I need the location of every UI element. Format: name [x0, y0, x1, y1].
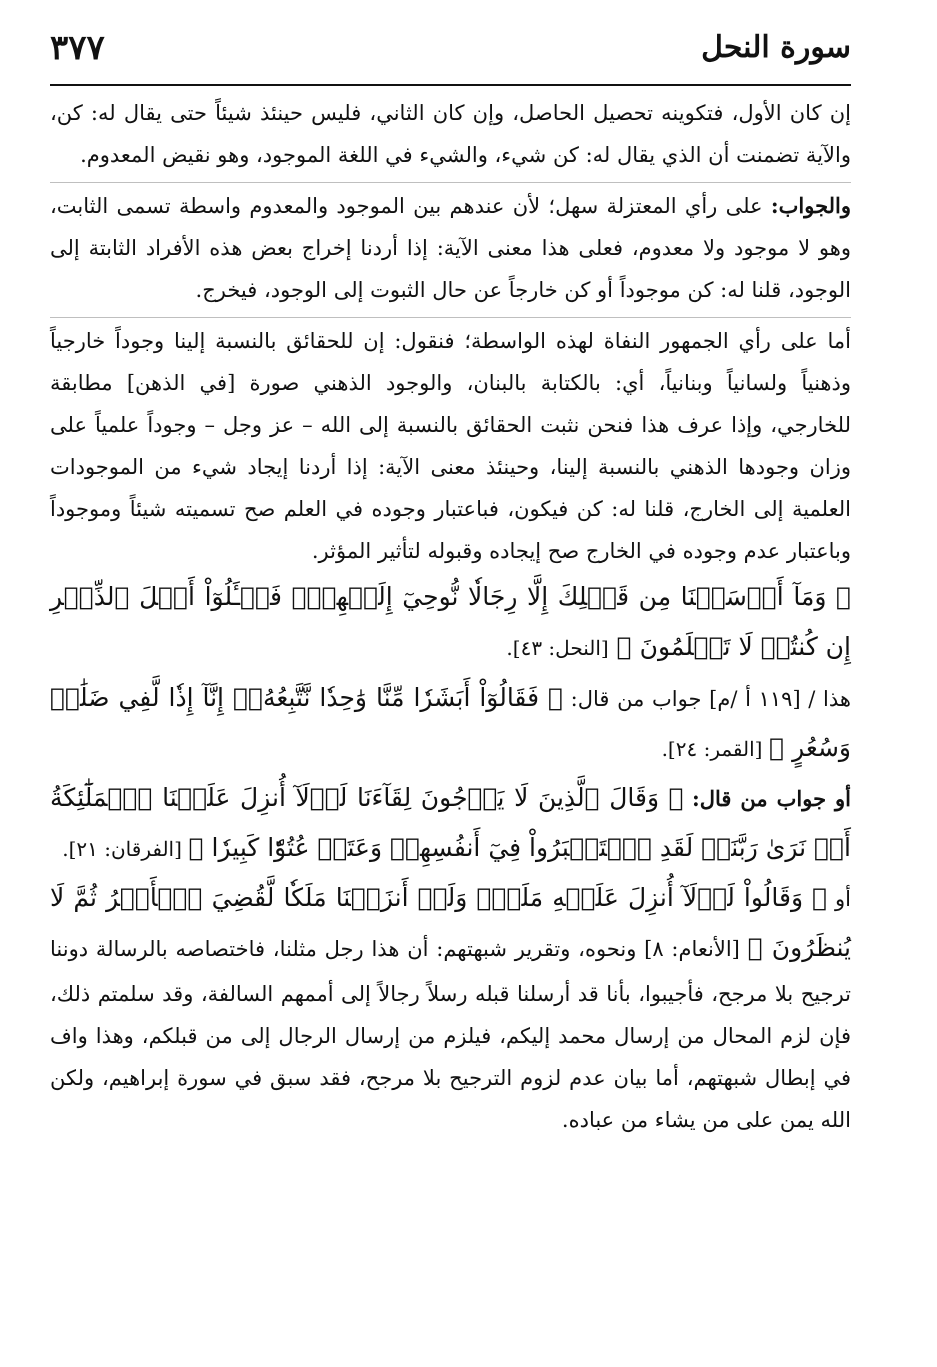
verse-reference: [القمر: ٢٤]. — [661, 737, 763, 761]
verse-reference: [النحل: ٤٣]. — [506, 636, 609, 660]
surah-title: سورة النحل — [701, 30, 851, 65]
page-header — [50, 28, 851, 86]
divider — [50, 182, 851, 183]
paragraph-2-text: على رأي المعتزلة سهل؛ لأن عندهم بين الموجود والمعدوم واسطة تسمى الثابت، وهو لا موجود ولا معدوم، فعلى هذا معنى الآية: إذا أردنا إخراج بعض هذه الأفراد الثابتة إلى الوجود، قلنا له: كن موجوداً أو كن خارجاً عن حال الثبوت إلى الوجود، فيخرج. — [50, 194, 851, 302]
alt-answer-label: أو جواب من قال: — [692, 786, 851, 811]
verse-qamar-24: ﴿ فَقَالُوٓاْ أَبَشَرٗا مِّنَّا وَٰحِدٗا نَّتَّبِعُهُۥٓ إِنَّآ إِذٗا لَّفِي ضَلَٰلٖ وَسُعُرٍ ﴾ — [50, 683, 851, 762]
paragraph-6 — [50, 873, 851, 1141]
page-body — [50, 92, 851, 1141]
verse-furqan-21: ﴿ وَقَالَ ٱلَّذِينَ لَا يَرۡجُونَ لِقَآءَنَا لَوۡلَآ أُنزِلَ عَلَيۡنَا ٱلۡمَلَٰٓئِكَةُ أَوۡ نَرَىٰ رَبَّنَاۗ لَقَدِ ٱسۡتَكۡبَرُواْ فِيٓ أَنفُسِهِمۡ وَعَتَوۡ عُتُوّٗا كَبِيرٗا ﴾ — [50, 783, 851, 862]
verse-anam-8: ﴿ وَقَالُواْ لَوۡلَآ أُنزِلَ عَلَيۡهِ مَلَكٞۖ وَلَوۡ أَنزَلۡنَا مَلَكٗا لَّقُضِيَ ٱلۡأَمۡرُ ثُمَّ لَا يُنظَرُونَ ﴾ — [50, 883, 851, 962]
answer-label: والجواب: — [770, 193, 851, 218]
page-number: ٣٧٧ — [50, 28, 105, 68]
paragraph-4-text: هذا / [١١٩ أ /م] جواب من قال: — [570, 687, 851, 711]
paragraph-3: أما على رأي الجمهور النفاة لهذه الواسطة؛ فنقول: إن للحقائق بالنسبة إلينا وجوداً خارجياً وذهنياً ولسانياً وبنانياً، أي: بالكتابة بالبنان، والوجود الذهني صورة [في الذهن] مطابقة للخارجي، وإذا عرف هذا فنحن نثبت الحقائق بالنسبة إلى الله – عز وجل – وجوداً علمياً على وزان وجودها الذهني بالنسبة إلينا، وحينئذ معنى الآية: إذا أردنا إيجاد شيء من الموجودات العلمية إلى الخارج، قلنا له: كن فيكون، فباعتبار وجوده في العلم صح تسميته شيئاً وموجوداً وباعتبار عدم وجوده في الخارج صح إيجاده وقبوله لتأثير المؤثر. — [50, 329, 851, 563]
paragraph-4 — [50, 673, 851, 773]
verse-text: ﴿ وَمَآ أَرۡسَلۡنَا مِن قَبۡلِكَ إِلَّا رِجَالٗا نُّوحِيٓ إِلَيۡهِمۡۚ فَسۡـَٔلُوٓاْ أَهۡلَ ٱلذِّكۡرِ إِن كُنتُمۡ لَا تَعۡلَمُونَ ﴾ — [50, 582, 851, 661]
paragraph-6-text: [الأنعام: ٨] ونحوه، وتقرير شبهتهم: أن هذا رجل مثلنا، فاختصاصه بالرسالة دوننا ترجيح بلا مرجح، فأجيبوا، بأنا قد أرسلنا قبله رسلاً رجالاً إلى أممهم السالفة، وقد سلمتم ذلك، فإن لزم المحال من إرسال محمد إليكم، فيلزم من إرسال الرجال إلى من قبلكم، وهذا واف في إبطال شبهتهم، أما بيان عدم لزوم الترجيح بلا مرجح، فقد سبق في سورة إبراهيم، ولكن الله يمن على من يشاء من عباده. — [50, 937, 852, 1132]
verse-nahl-43 — [50, 572, 851, 673]
paragraph-6-lead: أو — [835, 887, 851, 911]
paragraph-5 — [50, 773, 851, 873]
divider — [50, 317, 851, 318]
paragraph-2 — [50, 185, 851, 311]
verse-reference: [الفرقان: ٢١]. — [62, 837, 182, 861]
paragraph-1: إن كان الأول، فتكوينه تحصيل الحاصل، وإن كان الثاني، فليس حينئذ شيئاً حتى يقال له: كن، والآية تضمنت أن الذي يقال له: كن شيء، والشيء في اللغة الموجود، وهو نقيض المعدوم. — [50, 101, 851, 167]
